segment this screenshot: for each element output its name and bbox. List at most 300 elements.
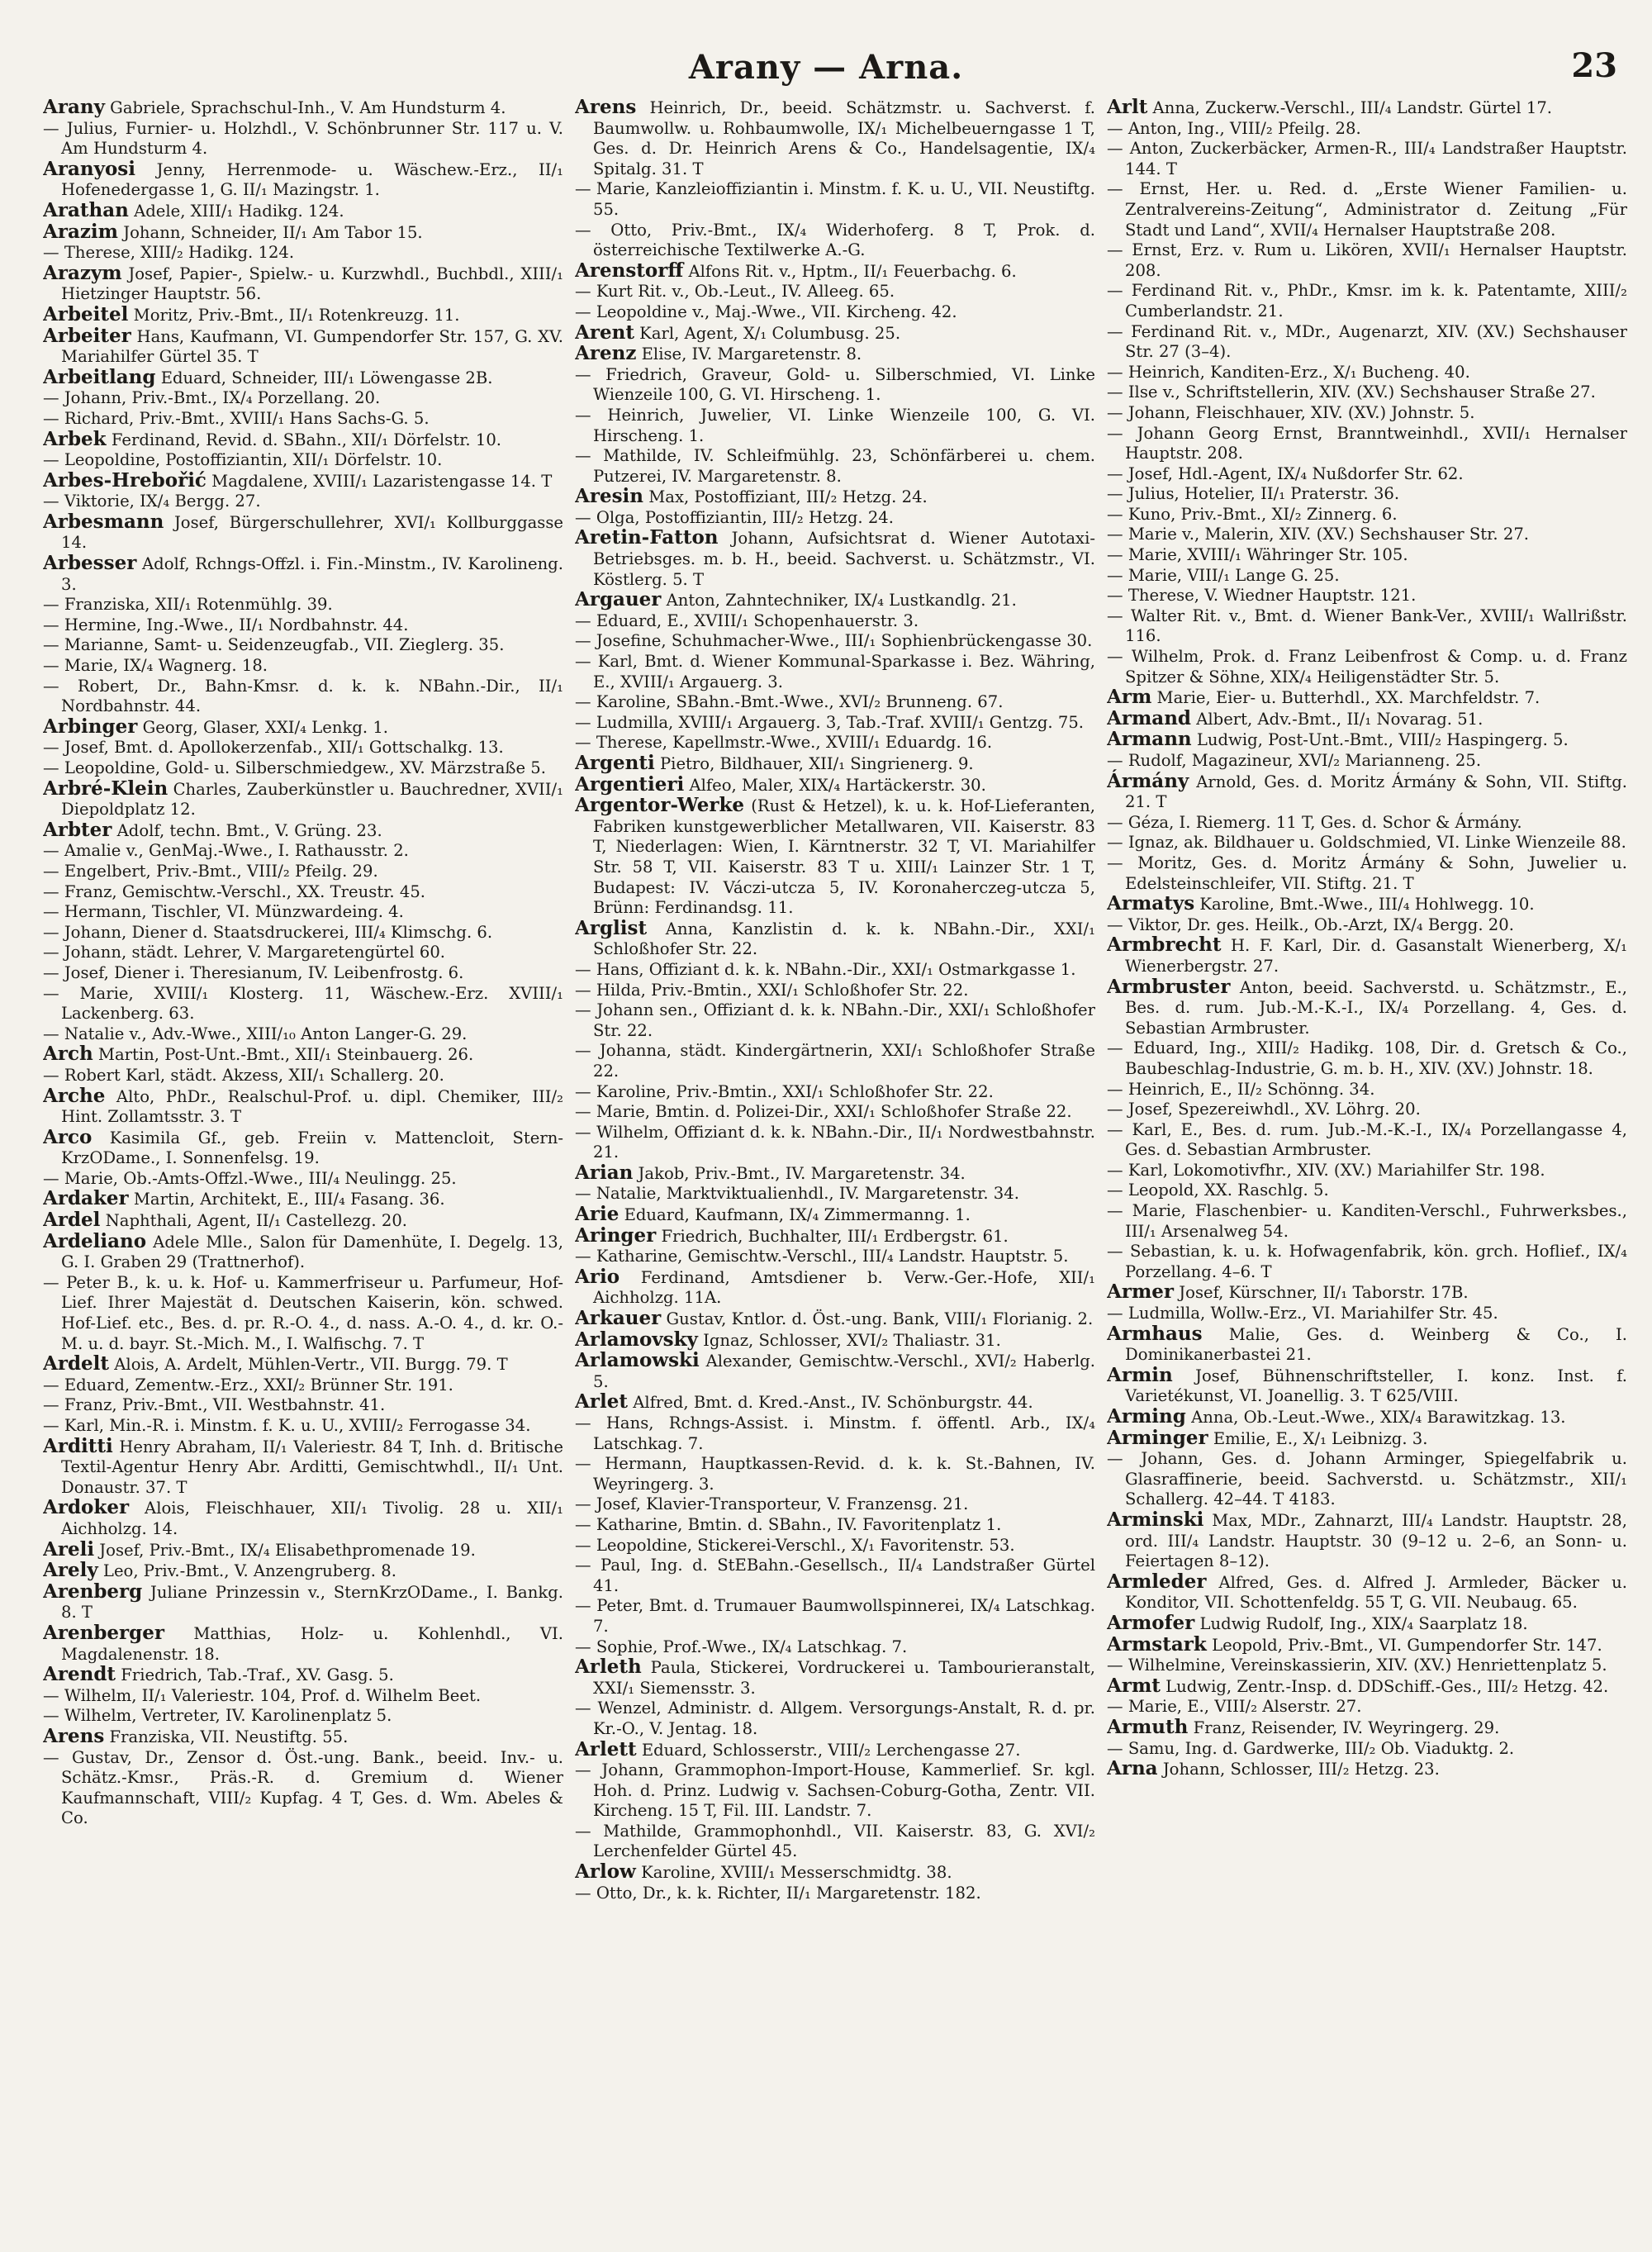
entry-surname: Armbrecht [1107, 934, 1222, 957]
entry-text: — Ferdinand Rit. v., MDr., Augenarzt, XIV. (XV.) Sechshauser Str. 27 (3–4). [1107, 321, 1627, 362]
entry-text: Emilie, E., X/₁ Leibnizg. 3. [1208, 1428, 1428, 1448]
entry-text: Magdalene, XVIII/₁ Lazaristengasse 14. T [206, 471, 553, 491]
entry-text: Pietro, Bildhauer, XII/₁ Singrienerg. 9. [654, 754, 974, 773]
entry-text: — Wilhelm, Vertreter, IV. Karolinenplatz 5. [43, 1706, 392, 1726]
entry-text: Johann, Aufsichtsrat d. Wiener Autotaxi-Betriebsges. m. b. H., beeid. Sachverst. u. Schätzmstr., VI. Köstlerg. 5. T [593, 529, 1095, 589]
directory-entry [43, 450, 563, 471]
entry-surname: Arm [1107, 686, 1152, 709]
entry-text: Alfred, Bmt. d. Kred.-Anst., IV. Schönburgstr. 44. [627, 1393, 1033, 1413]
entry-text: Charles, Zauberkünstler u. Bauchredner, XVII/₁ Diepoldplatz 12. [61, 779, 563, 820]
entry-text: Ludwig Rudolf, Ing., XIX/₄ Saarplatz 18. [1194, 1613, 1528, 1633]
entry-surname: Arent [575, 321, 634, 344]
directory-entry [575, 507, 1095, 529]
directory-entry [575, 794, 1095, 919]
entry-text: — Paul, Ing. d. StEBahn.-Gesellsch., II/₄ Landstraßer Gürtel 41. [575, 1556, 1095, 1595]
entry-text: — Leopoldine, Stickerei-Verschl., X/₁ Favoritenstr. 53. [575, 1535, 1015, 1555]
directory-entry [575, 959, 1095, 981]
entry-text: Martin, Post-Unt.-Bmt., XII/₁ Steinbauerg. 26. [93, 1045, 474, 1065]
directory-entry [43, 1272, 563, 1354]
entry-text: Eduard, Schneider, III/₁ Löwengasse 2B. [155, 368, 493, 387]
directory-entry [1107, 586, 1627, 606]
entry-text: Friedrich, Tab.-Traf., XV. Gasg. 5. [116, 1665, 394, 1685]
entry-text: Kasimila Gf., geb. Freiin v. Mattencloit, Stern-KrzODame., I. Sonnenfelsg. 19. [61, 1128, 563, 1168]
entry-text: — Josef, Bmt. d. Apollokerzenfab., XII/₁ Gottschalkg. 13. [43, 738, 504, 758]
directory-entry [575, 611, 1095, 632]
entry-text: — Leopoldine, Postoffiziantin, XII/₁ Dörfelstr. 10. [43, 450, 443, 470]
entry-text: — Franziska, XII/₁ Rotenmühlg. 39. [43, 595, 333, 615]
directory-entry [1107, 484, 1627, 505]
directory-entry [43, 408, 563, 430]
entry-surname: Arch [43, 1043, 93, 1066]
entry-surname: Armin [1107, 1363, 1173, 1386]
directory-entry [575, 342, 1095, 365]
entry-text: Gustav, Kntlor. d. Öst.-ung. Bank, VIII/₁ Florianig. 2. [661, 1309, 1094, 1329]
entry-text: Josef, Kürschner, II/₁ Taborstr. 17B. [1174, 1283, 1469, 1303]
directory-entry [43, 261, 563, 305]
entry-text: Leopold, Priv.-Bmt., VI. Gumpendorfer Str. 147. [1206, 1635, 1602, 1655]
entry-text: — Johann, Priv.-Bmt., IX/₄ Porzellang. 20. [43, 388, 381, 408]
entry-text: — Johann, Grammophon-Import-House, Kammerlief. Sr. kgl. Hoh. d. Prinz. Ludwig v. Sachsen-Coburg-Gotha, Zentr. VII. Kircheng. 15 T, Fil. III. Landstr. 7. [575, 1760, 1095, 1821]
directory-entry [43, 777, 563, 820]
directory-entry [43, 818, 563, 842]
entry-text: — Heinrich, Kanditen-Erz., X/₁ Bucheng. 40. [1107, 362, 1470, 382]
directory-entry [575, 302, 1095, 323]
entry-text: Hans, Kaufmann, VI. Gumpendorfer Str. 157, G. XV. Mariahilfer Gürtel 35. T [61, 326, 563, 367]
directory-entry [43, 1685, 563, 1707]
entry-surname: Arenz [575, 342, 637, 365]
entry-text: — Franz, Priv.-Bmt., VII. Westbahnstr. 41. [43, 1395, 386, 1415]
entry-surname: Armand [1107, 706, 1192, 729]
entry-surname: Armuth [1107, 1715, 1189, 1738]
entry-text: Ferdinand, Revid. d. SBahn., XII/₁ Dörfelstr. 10. [106, 430, 502, 449]
entry-text: Alois, A. Ardelt, Mühlen-Vertr., VII. Burgg. 79. T [109, 1355, 508, 1375]
directory-entry [575, 364, 1095, 406]
directory-entry [43, 1537, 563, 1561]
entry-text: Eduard, Schlosserstr., VIII/₂ Lerchengasse 27. [636, 1740, 1021, 1760]
directory-entry [575, 752, 1095, 775]
entry-text: — Karl, Min.-R. i. Minstm. f. K. u. U., XVIII/₂ Ferrogasse 34. [43, 1416, 531, 1435]
entry-surname: Arbek [43, 427, 107, 450]
directory-entry [1107, 1160, 1627, 1181]
directory-entry [43, 1168, 563, 1190]
directory-entry [575, 1737, 1095, 1761]
directory-entry [575, 712, 1095, 734]
entry-surname: Arna [1107, 1757, 1158, 1780]
directory-entry [43, 861, 563, 882]
directory-entry [1107, 240, 1627, 281]
entry-surname: Aresin [575, 485, 644, 508]
entry-text: — Marie, Ob.-Amts-Offzl.-Wwe., III/₄ Neulingg. 25. [43, 1168, 457, 1188]
entry-text: Anton, Zahntechniker, IX/₄ Lustkandlg. 21. [661, 591, 1017, 611]
entry-text: Eduard, Kaufmann, IX/₄ Zimmermanng. 1. [619, 1205, 971, 1225]
entry-text: Naphthali, Agent, II/₁ Castellezg. 20. [100, 1211, 408, 1231]
directory-entry [43, 615, 563, 636]
directory-entry [43, 157, 563, 201]
entry-text: — Wilhelm, Offiziant d. k. k. NBahn.-Dir., II/₁ Nordwestbahnstr. 21. [575, 1122, 1095, 1162]
entry-text: — Johanna, städt. Kindergärtnerin, XXI/₁ Schloßhofer Straße 22. [575, 1041, 1095, 1081]
entry-text: — Rudolf, Magazineur, XVI/₂ Marianneng. 25. [1107, 751, 1482, 770]
directory-entry [575, 282, 1095, 302]
directory-entry [43, 220, 563, 244]
entry-text: — Marie, IX/₄ Wagnerg. 18. [43, 656, 268, 676]
entry-text: — Hilda, Priv.-Bmtin., XXI/₁ Schloßhofer Str. 22. [575, 980, 969, 1000]
entry-text: Jenny, Herrenmode- u. Wäschew.-Erz., II/₁ Hofenedergasse 1, G. II/₁ Mazingstr. 1. [61, 159, 563, 200]
entry-text: — Kuno, Priv.-Bmt., XI/₂ Zinnerg. 6. [1107, 504, 1398, 524]
entry-surname: Areli [43, 1537, 95, 1561]
directory-entry [43, 758, 563, 779]
entry-text: — Mathilde, Grammophonhdl., VII. Kaiserstr. 83, G. XVI/₂ Lerchenfelder Gürtel 45. [575, 1821, 1095, 1861]
entry-text: — Otto, Dr., k. k. Richter, II/₁ Margaretenstr. 182. [575, 1883, 981, 1903]
entry-text: — Walter Rit. v., Bmt. d. Wiener Bank-Ver., XVIII/₁ Wallrißstr. 116. [1107, 606, 1627, 646]
entry-text: Alexander, Gemischtw.-Verschl., XVI/₂ Haberlg. 5. [593, 1352, 1095, 1391]
directory-entry [575, 485, 1095, 508]
entry-text: — Engelbert, Priv.-Bmt., VIII/₂ Pfeilg. 29. [43, 861, 378, 881]
directory-entry [1107, 97, 1627, 119]
directory-entry [1107, 1426, 1627, 1450]
directory-entry [43, 1580, 563, 1623]
directory-entry [43, 388, 563, 409]
directory-entry [1107, 1100, 1627, 1120]
directory-entry [575, 1760, 1095, 1822]
entry-text: — Katharine, Gemischtw.-Verschl., III/₄ Landstr. Hauptstr. 5. [575, 1247, 1069, 1266]
directory-entry [43, 943, 563, 963]
directory-entry [575, 631, 1095, 652]
entry-text: Adolf, techn. Bmt., V. Grüng. 23. [112, 820, 382, 840]
directory-entry [575, 772, 1095, 796]
entry-text: Heinrich, Dr., beeid. Schätzmstr. u. Sachverst. f. Baumwollw. u. Rohbaumwolle, IX/₁ Michelbeuerngasse 1 T, Ges. d. Dr. Heinrich Arens & Co., Handelsagentie, IX/₄ Spitalg. 31. T [593, 98, 1095, 178]
entry-text: — Leopoldine, Gold- u. Silberschmiedgew., XV. Märzstraße 5. [43, 758, 547, 777]
column-right [1107, 97, 1627, 2219]
directory-entry [43, 1125, 563, 1169]
entry-text: Jakob, Priv.-Bmt., IV. Margaretenstr. 34. [633, 1163, 966, 1183]
entry-text: — Marie, E., VIII/₂ Alserstr. 27. [1107, 1697, 1362, 1717]
entry-text: Max, MDr., Zahnarzt, III/₄ Landstr. Hauptstr. 28, ord. III/₄ Landstr. Hauptstr. 30 (9–12 u. 2–6, an Sonn- u. Feiertagen 8–12). [1125, 1510, 1627, 1571]
directory-entry [1107, 382, 1627, 403]
entry-text: — Hans, Offiziant d. k. k. NBahn.-Dir., XXI/₁ Ostmarkgasse 1. [575, 959, 1076, 979]
entry-text: — Wilhelm, II/₁ Valeriestr. 104, Prof. d. Wilhelm Beet. [43, 1685, 482, 1705]
directory-entry [575, 220, 1095, 261]
entry-text: — Wilhelm, Prok. d. Franz Leibenfrost & Comp. u. d. Franz Spitzer & Söhne, XIX/₄ Heiligenstädter Str. 5. [1107, 647, 1627, 687]
entry-text: Josef, Bürgerschullehrer, XVI/₁ Kollburggasse 14. [61, 512, 563, 553]
directory-entry [1107, 647, 1627, 687]
directory-entry [575, 1656, 1095, 1699]
directory-entry [575, 980, 1095, 1001]
directory-entry [43, 1375, 563, 1396]
directory-entry [575, 1307, 1095, 1330]
entry-surname: Armhaus [1107, 1322, 1203, 1345]
entry-text: Anton, beeid. Sachverstd. u. Schätzmstr., E., Bes. d. rum. Jub.-M.-K.-I., IX/₄ Porzellang. 4, Ges. d. Sebastian Armbruster. [1125, 977, 1627, 1038]
entry-text: Malie, Ges. d. Weinberg & Co., I. Dominikanerbastei 21. [1125, 1324, 1627, 1365]
directory-entry [1107, 1656, 1627, 1676]
directory-entry [43, 676, 563, 717]
directory-entry [575, 1247, 1095, 1267]
entry-surname: Arco [43, 1125, 93, 1148]
entry-text: Ludwig, Post-Unt.-Bmt., VIII/₂ Haspingerg. 5. [1191, 730, 1569, 750]
directory-entry [575, 97, 1095, 179]
directory-entry [1107, 1570, 1627, 1613]
entry-text: — Marie, Bmtin. d. Polizei-Dir., XXI/₁ Schloßhofer Straße 22. [575, 1102, 1072, 1122]
entry-text: — Sebastian, k. u. k. Hofwagenfabrik, kön. grch. Hoflief., IX/₄ Porzellang. 4–6. T [1107, 1242, 1627, 1281]
entry-surname: Arazym [43, 261, 122, 284]
directory-entry [43, 1559, 563, 1582]
directory-entry [1107, 1632, 1627, 1656]
entry-surname: Argentieri [575, 772, 685, 796]
directory-entry [43, 738, 563, 758]
directory-entry [575, 1081, 1095, 1103]
directory-entry [1107, 812, 1627, 834]
entry-text: — Ernst, Her. u. Red. d. „Erste Wiener Familien- u. Zentralvereins-Zeitung“, Administrator d. Zeitung „Für Stadt und Land“, XVII/₄ Hernalser Hauptstraße 208. [1107, 179, 1627, 240]
entry-surname: Aretin-Fatton [575, 526, 719, 549]
directory-entry [43, 1352, 563, 1375]
directory-entry [1107, 281, 1627, 321]
entry-text: Josef, Papier-, Spielw.- u. Kurzwhdl., Buchbdl., XIII/₁ Hietzinger Hauptstr. 56. [61, 264, 563, 304]
entry-text: — Therese, V. Wiedner Hauptstr. 121. [1107, 586, 1417, 606]
directory-entry [1107, 686, 1627, 709]
entry-surname: Arditti [43, 1434, 113, 1457]
column-middle [575, 97, 1095, 2219]
directory-entry [43, 118, 563, 159]
directory-entry [43, 902, 563, 923]
entry-text: Alto, PhDr., Realschul-Prof. u. dipl. Chemiker, III/₂ Hint. Zollamtsstr. 3. T [61, 1086, 563, 1127]
entry-surname: Arleth [575, 1656, 642, 1679]
entry-surname: Armleder [1107, 1570, 1207, 1593]
entry-surname: Arminski [1107, 1508, 1204, 1531]
entry-text: — Ludmilla, XVIII/₁ Argauerg. 3, Tab.-Traf. XVIII/₁ Gentzg. 75. [575, 712, 1085, 732]
directory-entry [575, 1454, 1095, 1494]
directory-entry [43, 97, 563, 119]
directory-entry [43, 1084, 563, 1128]
entry-text: — Ludmilla, Wollw.-Erz., VI. Mariahilfer Str. 45. [1107, 1304, 1498, 1323]
directory-entry [1107, 1738, 1627, 1760]
directory-entry [43, 1187, 563, 1210]
directory-entry [1107, 892, 1627, 915]
entry-text: — Gustav, Dr., Zensor d. Öst.-ung. Bank., beeid. Inv.- u. Schätz.-Kmsr., Präs.-R. d. Gremium d. Wiener Kaufmannschaft, VIII/₂ Kupfag. 4 T, Ges. d. Wm. Abeles & Co. [43, 1747, 563, 1828]
entry-text: — Josefine, Schuhmacher-Wwe., III/₁ Sophienbrückengasse 30. [575, 631, 1093, 651]
directory-entry [575, 259, 1095, 283]
entry-text: — Karoline, Priv.-Bmtin., XXI/₁ Schloßhofer Str. 22. [575, 1081, 994, 1101]
entry-text: — Heinrich, E., II/₂ Schönng. 34. [1107, 1079, 1375, 1099]
entry-text: Franziska, VII. Neustiftg. 55. [104, 1727, 349, 1746]
entry-surname: Ardoker [43, 1496, 130, 1519]
entry-text: — Moritz, Ges. d. Moritz Ármány & Sohn, Juwelier u. Edelsteinschleifer, VII. Stiftg. 21. T [1107, 853, 1627, 893]
entry-text: Adele Mlle., Salon für Damenhüte, I. Degelg. 13, G. I. Graben 29 (Trattnerhof). [61, 1232, 563, 1272]
directory-entry [1107, 1079, 1627, 1100]
entry-text: — Robert, Dr., Bahn-Kmsr. d. k. k. NBahn.-Dir., II/₁ Nordbahnstr. 44. [43, 676, 563, 716]
entry-text: Gabriele, Sprachschul-Inh., V. Am Hundsturm 4. [104, 98, 506, 117]
directory-entry [575, 1184, 1095, 1204]
directory-entry [1107, 853, 1627, 894]
column-left [43, 97, 563, 2219]
directory-entry [43, 656, 563, 677]
directory-entry [575, 1102, 1095, 1123]
entry-surname: Arglist [575, 916, 648, 939]
entry-surname: Arian [575, 1161, 634, 1184]
directory-entry [43, 510, 563, 553]
directory-entry [43, 922, 563, 943]
directory-entry [575, 1556, 1095, 1596]
entry-text: — Marie, Flaschenbier- u. Kanditen-Verschl., Fuhrwerksbes., III/₁ Arsenalweg 54. [1107, 1201, 1627, 1241]
entry-text: Matthias, Holz- u. Kohlenhdl., VI. Magdalenenstr. 18. [61, 1623, 563, 1664]
entry-text: — Johann, Fleischhauer, XIV. (XV.) Johnstr. 5. [1107, 402, 1475, 422]
directory-entry [43, 1416, 563, 1437]
entry-text: Franz, Reisender, IV. Weyringerg. 29. [1188, 1718, 1500, 1737]
entry-text: — Ignaz, ak. Bildhauer u. Goldschmied, VI. Linke Wienzeile 88. [1107, 833, 1626, 853]
directory-entry [43, 198, 563, 222]
directory-entry [1107, 1715, 1627, 1739]
directory-entry [1107, 1038, 1627, 1079]
entry-surname: Arenstorff [575, 259, 684, 282]
entry-text: — Julius, Furnier- u. Holzhdl., V. Schönbrunner Str. 117 u. V. Am Hundsturm 4. [43, 118, 563, 159]
directory-entry [575, 1349, 1095, 1392]
entry-text: — Eduard, Zementw.-Erz., XXI/₂ Brünner Str. 191. [43, 1375, 453, 1394]
directory-entry [43, 881, 563, 903]
directory-entry [575, 1041, 1095, 1081]
entry-text: Anna, Ob.-Leut.-Wwe., XIX/₄ Barawitzkag. 13. [1185, 1408, 1566, 1427]
entry-surname: Ardaker [43, 1187, 129, 1210]
entry-text: Karoline, XVIII/₁ Messerschmidtg. 38. [635, 1863, 952, 1883]
entry-text: — Marie v., Malerin, XIV. (XV.) Sechshauser Str. 27. [1107, 525, 1530, 544]
directory-entry [43, 1043, 563, 1066]
entry-surname: Arazim [43, 220, 119, 243]
directory-entry [43, 468, 563, 492]
directory-entry [575, 1413, 1095, 1454]
entry-text: — Hermann, Tischler, VI. Münzwardeing. 4. [43, 902, 404, 922]
entry-text: — Hans, Rchngs-Assist. i. Minstm. f. öffentl. Arb., IX/₄ Latschkag. 7. [575, 1413, 1095, 1453]
entry-text: — Natalie, Marktviktualienhdl., IV. Margaretenstr. 34. [575, 1184, 1019, 1204]
entry-text: — Viktorie, IX/₄ Bergg. 27. [43, 492, 261, 511]
entry-text: — Therese, XIII/₂ Hadikg. 124. [43, 243, 295, 263]
entry-surname: Arbes-Hrebořić [43, 468, 206, 492]
entry-text: — Natalie v., Adv.-Wwe., XIII/₁₀ Anton Langer-G. 29. [43, 1024, 468, 1043]
directory-entry [43, 1747, 563, 1829]
entry-text: Anna, Kanzlistin d. k. k. NBahn.-Dir., XXI/₁ Schloßhofer Str. 22. [593, 919, 1095, 959]
entry-text: — Kurt Rit. v., Ob.-Leut., IV. Alleeg. 65. [575, 282, 895, 302]
entry-surname: Arbesser [43, 552, 137, 575]
entry-text: — Anton, Zuckerbäcker, Armen-R., III/₄ Landstraßer Hauptstr. 144. T [1107, 139, 1627, 178]
directory-entry [575, 1637, 1095, 1658]
entry-text: — Karoline, SBahn.-Bmt.-Wwe., XVI/₂ Brunneng. 67. [575, 692, 1004, 712]
directory-entry [575, 1535, 1095, 1556]
entry-text: Johann, Schlosser, III/₂ Hetzg. 23. [1157, 1760, 1440, 1779]
entry-text: — Peter, Bmt. d. Trumauer Baumwollspinnerei, IX/₄ Latschkag. 7. [575, 1596, 1095, 1636]
directory-entry [1107, 504, 1627, 525]
directory-entry [1107, 769, 1627, 813]
entry-text: — Olga, Postoffiziantin, III/₂ Hetzg. 24. [575, 507, 894, 527]
directory-entry [43, 365, 563, 389]
entry-text: — Marie, Kanzleioffiziantin i. Minstm. f. K. u. U., VII. Neustiftg. 55. [575, 179, 1095, 219]
entry-text: Martin, Architekt, E., III/₄ Fasang. 36. [128, 1190, 445, 1209]
entry-surname: Arbter [43, 818, 112, 841]
directory-entry [1107, 1674, 1627, 1698]
entry-surname: Arathan [43, 198, 129, 221]
directory-entry [43, 1395, 563, 1416]
directory-entry [1107, 321, 1627, 363]
columns [43, 97, 1627, 2219]
entry-text: H. F. Karl, Dir. d. Gasanstalt Wienerberg, X/₁ Wienerbergstr. 27. [1125, 936, 1627, 976]
directory-entry [575, 1514, 1095, 1536]
entry-surname: Arenberg [43, 1580, 143, 1603]
entry-text: — Josef, Diener i. Theresianum, IV. Leibenfrostg. 6. [43, 962, 464, 982]
directory-entry [1107, 463, 1627, 485]
directory-entry [1107, 565, 1627, 587]
entry-text: — Wilhelmine, Vereinskassierin, XIV. (XV.) Henriettenplatz 5. [1107, 1656, 1607, 1675]
entry-text: Josef, Bühnenschriftsteller, I. konz. Inst. f. Varietékunst, VI. Joanellig. 3. T 625/VIII. [1125, 1366, 1627, 1406]
entry-text: — Ferdinand Rit. v., PhDr., Kmsr. im k. k. Patentamte, XIII/₂ Cumberlandstr. 21. [1107, 281, 1627, 321]
directory-entry [1107, 362, 1627, 383]
directory-entry [43, 552, 563, 595]
entry-surname: Ardel [43, 1209, 101, 1232]
entry-text: — Franz, Gemischtw.-Verschl., XX. Treustr. 45. [43, 881, 426, 901]
entry-text: — Robert Karl, städt. Akzess, XII/₁ Schallerg. 20. [43, 1065, 444, 1085]
entry-text: — Johann sen., Offiziant d. k. k. NBahn.-Dir., XXI/₁ Schloßhofer Str. 22. [575, 1000, 1095, 1040]
directory-entry [575, 1161, 1095, 1185]
entry-text: Georg, Glaser, XXI/₄ Lenkg. 1. [137, 717, 389, 737]
entry-surname: Arany [43, 97, 105, 118]
directory-entry [575, 1821, 1095, 1862]
directory-entry [43, 1024, 563, 1045]
entry-surname: Arie [575, 1203, 620, 1226]
entry-text: Anna, Zuckerw.-Verschl., III/₄ Landstr. Gürtel 17. [1147, 98, 1553, 117]
entry-surname: Arlett [575, 1737, 637, 1760]
entry-text: — Sophie, Prof.-Wwe., IX/₄ Latschkag. 7. [575, 1637, 908, 1656]
entry-surname: Aranyosi [43, 157, 135, 180]
directory-entry [1107, 706, 1627, 730]
directory-entry [43, 1706, 563, 1727]
entry-text: Albert, Adv.-Bmt., II/₁ Novarag. 51. [1191, 709, 1483, 729]
directory-entry [43, 715, 563, 739]
entry-text: — Wenzel, Administr. d. Allgem. Versorgungs-Anstalt, R. d. pr. Kr.-O., V. Jentag. 18. [575, 1699, 1095, 1738]
directory-entry [575, 1390, 1095, 1413]
directory-entry [1107, 1322, 1627, 1366]
directory-entry [1107, 139, 1627, 179]
entry-surname: Ario [575, 1265, 620, 1288]
entry-text: — Karl, Lokomotivfhr., XIV. (XV.) Mariahilfer Str. 198. [1107, 1160, 1545, 1180]
directory-entry [43, 962, 563, 984]
entry-text: Adele, XIII/₁ Hadikg. 124. [128, 201, 344, 221]
entry-text: — Josef, Klavier-Transporteur, V. Franzensg. 21. [575, 1494, 969, 1514]
directory-entry [43, 1229, 563, 1273]
directory-entry [1107, 728, 1627, 751]
directory-entry [1107, 1280, 1627, 1304]
directory-entry [575, 1122, 1095, 1163]
entry-text: Juliane Prinzessin v., SternKrzODame., I. Bankg. 8. T [61, 1582, 563, 1622]
directory-entry [575, 733, 1095, 753]
directory-entry [575, 1494, 1095, 1515]
entry-surname: Armer [1107, 1280, 1175, 1304]
entry-text: Adolf, Rchngs-Offzl. i. Fin.-Minstm., IV. Karolineng. 3. [61, 554, 563, 594]
entry-text: Alfons Rit. v., Hptm., II/₁ Feuerbachg. 6. [683, 261, 1017, 281]
directory-entry [1107, 1119, 1627, 1161]
entry-text: — Johann Georg Ernst, Branntweinhdl., XVII/₁ Hernalser Hauptstr. 208. [1107, 423, 1627, 463]
directory-entry [43, 1663, 563, 1686]
entry-text: Karoline, Bmt.-Wwe., III/₄ Hohlwegg. 10. [1194, 895, 1535, 915]
running-header: Arany — Arna. [688, 48, 964, 87]
directory-entry [43, 1724, 563, 1748]
entry-surname: Arbesmann [43, 510, 164, 533]
entry-text: Josef, Priv.-Bmt., IX/₄ Elisabethpromenade 19. [94, 1540, 476, 1560]
entry-text: — Leopold, XX. Raschlg. 5. [1107, 1181, 1329, 1200]
entry-text: — Karl, Bmt. d. Wiener Kommunal-Sparkasse i. Bez. Währing, E., XVIII/₁ Argauerg. 3. [575, 652, 1095, 691]
entry-surname: Armstark [1107, 1632, 1207, 1656]
entry-text: — Karl, E., Bes. d. rum. Jub.-M.-K.-I., IX/₄ Porzellangasse 4, Ges. d. Sebastian Armbruster. [1107, 1119, 1627, 1160]
directory-entry [43, 595, 563, 615]
entry-text: — Samu, Ing. d. Gardwerke, III/₂ Ob. Viaduktg. 2. [1107, 1738, 1515, 1758]
entry-text: Max, Postoffiziant, III/₂ Hetzg. 24. [643, 487, 928, 507]
directory-entry [43, 841, 563, 862]
entry-text: — Viktor, Dr. ges. Heilk., Ob.-Arzt, IX/₄ Bergg. 20. [1107, 915, 1514, 934]
entry-surname: Armt [1107, 1674, 1161, 1697]
directory-entry [575, 916, 1095, 960]
